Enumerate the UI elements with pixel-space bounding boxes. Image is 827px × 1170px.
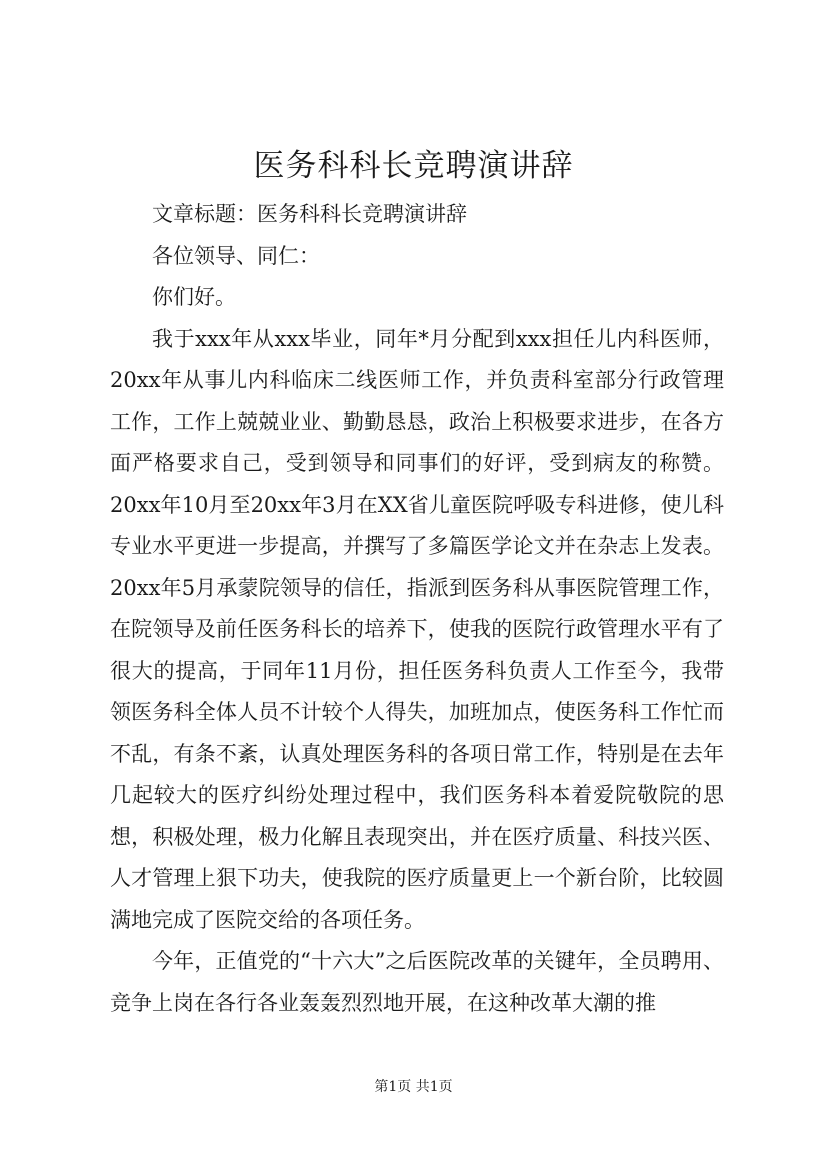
paragraph-article-title: 文章标题：医务科科长竞聘演讲辞	[152, 202, 467, 226]
paragraph-greeting: 你们好。	[152, 285, 236, 309]
paragraph-salutation: 各位领导、同仁：	[152, 243, 320, 268]
document-body	[110, 194, 724, 1024]
document-title: 医务科科长竞聘演讲辞	[253, 148, 574, 184]
paragraph-this-year: 今年，正值党的“十六大”之后医院改革的关键年，全员聘用、竞争上岗在各行各业轰轰烈烈地开展，在这种改革大潮的推	[110, 949, 724, 1015]
paragraph-background: 我于xxx年从xxx毕业，同年*月分配到xxx担任儿内科医师，20xx年从事儿内科临床二线医师工作，并负责科室部分行政管理工作，工作上兢兢业业、勤勤恳恳，政治上积极要求进步，在各方面严格要求自己，受到领导和同事们的好评，受到病友的称赞。20xx年10月至20xx年3月在XX省儿童医院呼吸专科进修，使儿科专业水平更进一步提高，并撰写了多篇医学论文并在杂志上发表。20xx年5月承蒙院领导的信任，指派到医务科从事医院管理工作，在院领导及前任医务科长的培养下，使我的医院行政管理水平有了很大的提高，于同年11月份，担任医务科负责人工作至今，我带领医务科全体人员不计较个人得失，加班加点，使医务科工作忙而不乱，有条不紊，认真处理医务科的各项日常工作，特别是在去年几起较大的医疗纠纷处理过程中，我们医务科本着爱院敬院的思想，积极处理，极力化解且表现突出，并在医疗质量、科技兴医、人才管理上狠下功夫，使我院的医疗质量更上一个新台阶，比较圆满地完成了医院交给的各项任务。	[110, 326, 724, 932]
page-number-footer: 第1页 共1页	[374, 1079, 453, 1095]
